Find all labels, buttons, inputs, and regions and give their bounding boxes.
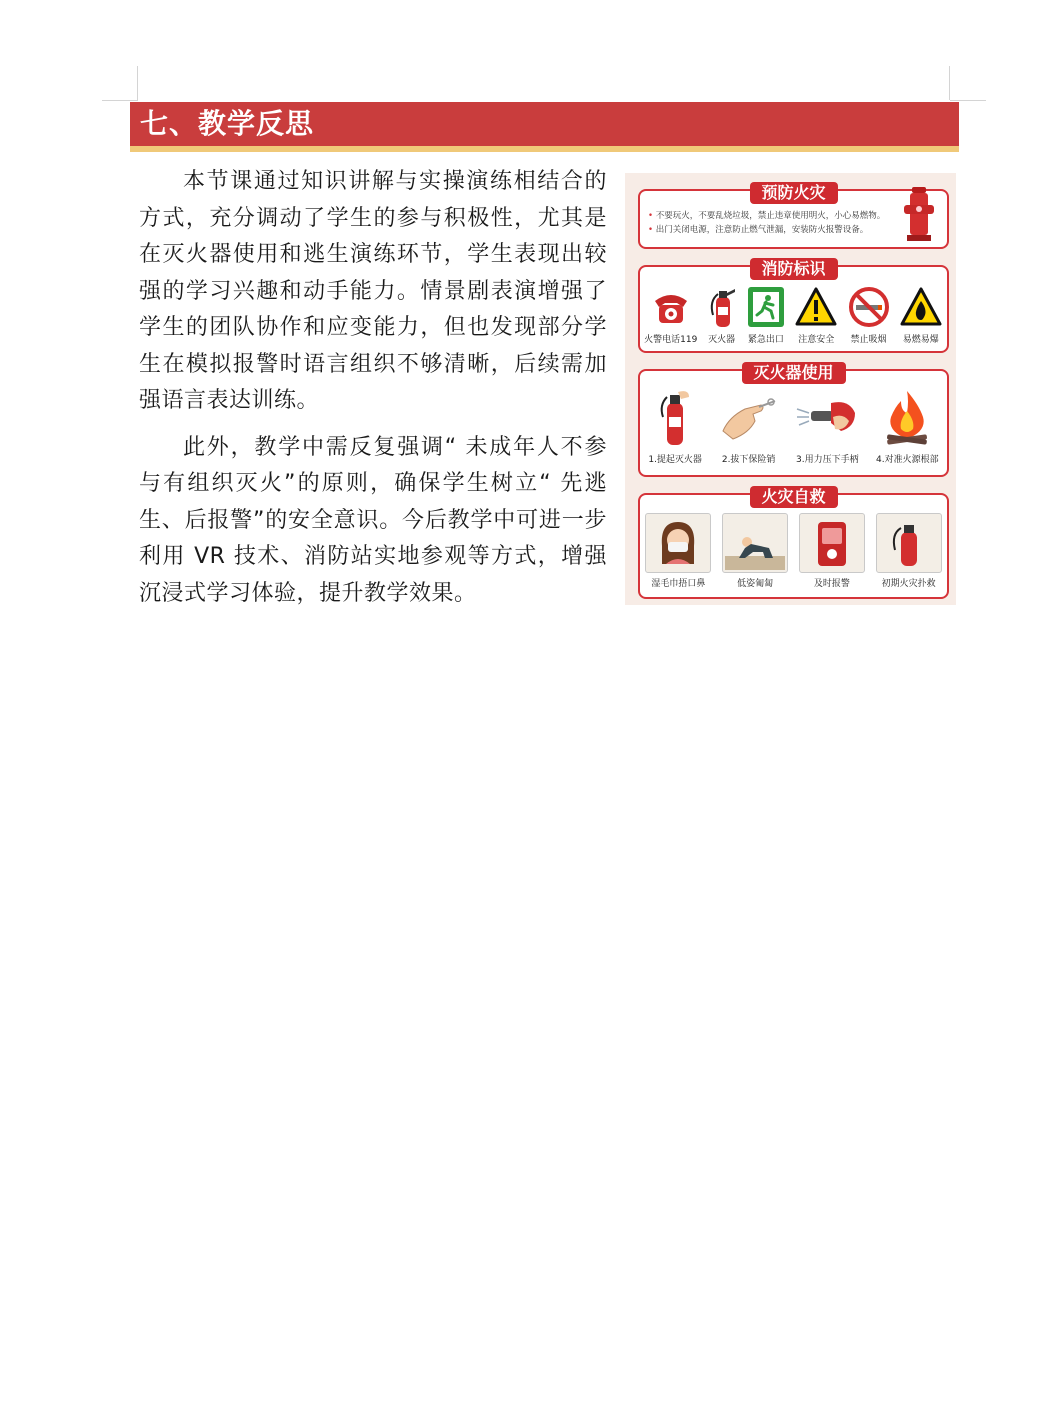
caution-icon xyxy=(794,285,838,329)
sign-item: 注意安全 xyxy=(794,285,838,345)
step-item: 1.提起灭火器 xyxy=(648,387,702,465)
step-item: 4.对准火源根部 xyxy=(876,387,939,465)
sign-item: 禁止吸烟 xyxy=(847,285,891,345)
alarm-icon xyxy=(802,516,862,570)
early-fire-icon xyxy=(879,516,939,570)
fire-phone-icon xyxy=(649,285,693,329)
flammable-icon xyxy=(899,285,943,329)
sign-item: 火警电话119 xyxy=(644,285,697,345)
fire-base-icon xyxy=(879,387,935,449)
fire-hydrant-icon xyxy=(903,185,935,245)
emergency-exit-icon xyxy=(746,285,786,329)
body-text xyxy=(139,164,607,622)
panel-title: 灭火器使用 xyxy=(741,362,845,384)
paragraph: 此外，教学中需反复强调“ 未成年人不参与有组织灭火”的原则，确保学生树立“ 先逃生、后报警”的安全意识。今后教学中可进一步利用 VR 技术、消防站实地参观等方式，增强沉浸式学习体验，提升教学效果。 xyxy=(139,434,607,606)
signs-row xyxy=(640,285,947,345)
tip-item: • 不要玩火，不要乱烧垃圾，禁止违章使用明火，小心易燃物。 xyxy=(648,211,886,221)
pull-pin-icon xyxy=(719,387,779,449)
margin-mark-left xyxy=(137,66,138,100)
panel-self-rescue xyxy=(638,487,949,599)
rescue-row xyxy=(640,513,947,589)
sign-item: 灭火器 xyxy=(706,285,738,345)
step-item: 2.拔下保险销 xyxy=(719,387,779,465)
panel-title: 消防标识 xyxy=(749,258,837,280)
lift-extinguisher-icon xyxy=(653,387,697,449)
panel-title: 火灾自救 xyxy=(749,486,837,508)
rescue-item: 及时报警 xyxy=(799,513,865,589)
section-title: 七、教学反思 xyxy=(140,107,315,140)
sign-item: 紧急出口 xyxy=(746,285,786,345)
margin-mark-right-h xyxy=(950,100,986,101)
sign-item: 易燃易爆 xyxy=(899,285,943,345)
margin-mark-right xyxy=(949,66,950,100)
rescue-item: 初期火灾扑救 xyxy=(876,513,942,589)
panel-extinguisher-use xyxy=(638,363,949,477)
crawl-low-icon xyxy=(725,516,785,570)
step-item: 3.用力压下手柄 xyxy=(795,387,859,465)
panel-prevent-fire xyxy=(638,183,949,249)
tips-list xyxy=(648,209,885,237)
fire-safety-poster xyxy=(625,173,956,605)
panel-title: 预防火灾 xyxy=(749,182,837,204)
rescue-item: 低姿匍匐 xyxy=(722,513,788,589)
section-header xyxy=(130,102,959,152)
margin-mark-left-h xyxy=(102,100,138,101)
panel-fire-signs xyxy=(638,259,949,353)
wet-towel-icon xyxy=(648,516,708,570)
press-handle-icon xyxy=(795,387,859,449)
no-smoking-icon xyxy=(847,285,891,329)
rescue-item: 湿毛巾捂口鼻 xyxy=(645,513,711,589)
paragraph: 本节课通过知识讲解与实操演练相结合的方式，充分调动了学生的参与积极性，尤其是在灭火器使用和逃生演练环节，学生表现出较强的学习兴趣和动手能力。情景剧表演增强了学生的团队协作和应变能力，但也发现部分学生在模拟报警时语言组织不够清晰，后续需加强语言表达训练。 xyxy=(139,169,607,413)
steps-row xyxy=(640,387,947,465)
tip-item: • 出门关闭电源，注意防止燃气泄漏，安装防火报警设备。 xyxy=(648,225,869,235)
fire-extinguisher-icon xyxy=(706,285,738,329)
